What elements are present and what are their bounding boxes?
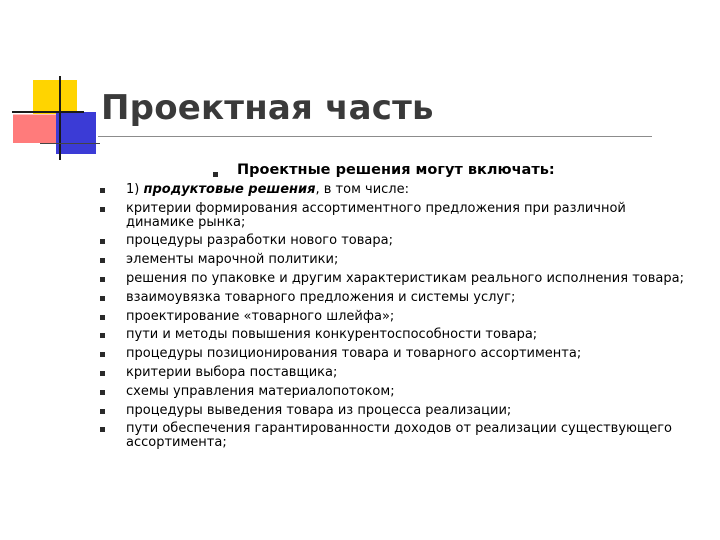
list-item [97, 310, 697, 324]
item-suffix: , в том числе: [315, 182, 409, 197]
list-item-text: критерии выбора поставщика; [126, 364, 338, 380]
list-item-text: процедуры позиционирования товара и товарного ассортимента; [126, 346, 582, 362]
square-bullet-icon [100, 409, 105, 414]
list-item-text: пути и методы повышения конкурентоспособности товара; [126, 327, 538, 343]
square-bullet-icon [100, 371, 105, 376]
list-item-text: пути обеспечения гарантированности доходов от реализации существующего ассортимента; [126, 421, 673, 451]
title-underline [98, 136, 652, 137]
square-bullet-icon [100, 315, 105, 320]
square-bullet-icon [100, 258, 105, 263]
slide-title: Проектная часть [101, 88, 434, 128]
list-item [97, 183, 697, 197]
decor-horizontal-line-lower [40, 143, 100, 144]
square-bullet-icon [100, 239, 105, 244]
list-item-text: элементы марочной политики; [126, 252, 339, 268]
list-item [97, 422, 697, 450]
square-bullet-icon [100, 427, 105, 432]
list-item [97, 253, 697, 267]
square-bullet-icon [100, 390, 105, 395]
list-item-text: решения по упаковке и другим характеристикам реального исполнения товара; [126, 270, 684, 286]
list-item-text: критерии формирования ассортиментного предложения при различной динамике рынка; [126, 200, 626, 230]
square-bullet-icon [100, 333, 105, 338]
list-item-text: схемы управления материалопотоком; [126, 383, 395, 399]
item-emphasis: продуктовые решения [143, 182, 316, 197]
square-bullet-icon [100, 296, 105, 301]
list-item-text [126, 183, 697, 197]
list-item [97, 404, 697, 418]
decor-blue-square [56, 112, 96, 154]
list-item-text: процедуры выведения товара из процесса реализации; [126, 402, 512, 418]
square-bullet-icon [100, 352, 105, 357]
list-item [97, 291, 697, 305]
section-heading: Проектные решения могут включать: [237, 162, 555, 178]
bullet-list [97, 183, 697, 455]
list-item [97, 328, 697, 342]
list-item [97, 347, 697, 361]
list-item-text: проектирование «товарного шлейфа»; [126, 308, 395, 324]
list-item [97, 385, 697, 399]
list-item [97, 234, 697, 248]
heading-bullet-icon [213, 172, 218, 177]
list-item [97, 202, 697, 230]
list-item [97, 366, 697, 380]
item-prefix: 1) [126, 182, 144, 197]
decor-vertical-line [59, 76, 61, 160]
decor-horizontal-line [12, 111, 84, 113]
square-bullet-icon [100, 207, 105, 212]
square-bullet-icon [100, 277, 105, 282]
list-item [97, 272, 697, 286]
list-item-text: процедуры разработки нового товара; [126, 233, 393, 249]
square-bullet-icon [100, 188, 105, 193]
list-item-text: взаимоувязка товарного предложения и системы услуг; [126, 289, 516, 305]
